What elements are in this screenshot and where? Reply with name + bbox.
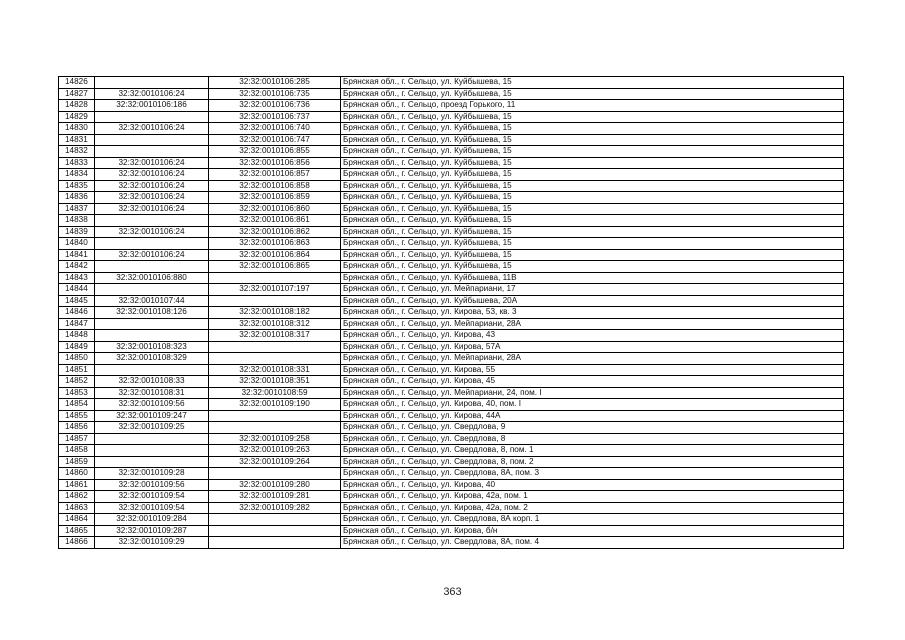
parent-cadastral-cell: 32:32:0010109:247 <box>95 410 209 422</box>
cadastral-number-cell: 32:32:0010109:280 <box>209 479 341 491</box>
table-row <box>59 295 844 307</box>
cadastral-number-cell: 32:32:0010106:856 <box>209 157 341 169</box>
parent-cadastral-cell <box>95 433 209 445</box>
address-cell: Брянская обл., г. Сельцо, ул. Свердлова, 8А, пом. 3 <box>341 468 844 480</box>
table-row <box>59 514 844 526</box>
table-row <box>59 364 844 376</box>
table-row <box>59 284 844 296</box>
table-row <box>59 376 844 388</box>
address-cell: Брянская обл., г. Сельцо, ул. Куйбышева, 15 <box>341 261 844 273</box>
row-number-cell: 14859 <box>59 456 95 468</box>
parent-cadastral-cell: 32:32:0010109:56 <box>95 479 209 491</box>
row-number-cell: 14843 <box>59 272 95 284</box>
table-row <box>59 146 844 158</box>
table-row <box>59 272 844 284</box>
cadastral-number-cell: 32:32:0010106:858 <box>209 180 341 192</box>
cadastral-number-cell: 32:32:0010106:285 <box>209 77 341 89</box>
parent-cadastral-cell: 32:32:0010106:24 <box>95 226 209 238</box>
table-row <box>59 341 844 353</box>
table-row <box>59 77 844 89</box>
parent-cadastral-cell: 32:32:0010109:29 <box>95 537 209 549</box>
table-row <box>59 445 844 457</box>
table-row <box>59 410 844 422</box>
parent-cadastral-cell <box>95 330 209 342</box>
cadastral-number-cell: 32:32:0010108:59 <box>209 387 341 399</box>
address-cell: Брянская обл., г. Сельцо, ул. Куйбышева, 15 <box>341 215 844 227</box>
row-number-cell: 14850 <box>59 353 95 365</box>
table-row <box>59 387 844 399</box>
row-number-cell: 14857 <box>59 433 95 445</box>
page-number: 363 <box>443 586 462 598</box>
table-row <box>59 249 844 261</box>
cadastral-number-cell <box>209 341 341 353</box>
address-cell: Брянская обл., г. Сельцо, ул. Кирова, 45 <box>341 376 844 388</box>
cadastral-number-cell: 32:32:0010106:735 <box>209 88 341 100</box>
address-cell: Брянская обл., г. Сельцо, ул. Кирова, 42а, пом. 1 <box>341 491 844 503</box>
address-cell: Брянская обл., г. Сельцо, ул. Куйбышева, 15 <box>341 238 844 250</box>
address-cell: Брянская обл., г. Сельцо, проезд Горького, 11 <box>341 100 844 112</box>
table-row <box>59 502 844 514</box>
address-cell: Брянская обл., г. Сельцо, ул. Мейпариани, 17 <box>341 284 844 296</box>
row-number-cell: 14841 <box>59 249 95 261</box>
address-cell: Брянская обл., г. Сельцо, ул. Свердлова, 8А корп. 1 <box>341 514 844 526</box>
address-cell: Брянская обл., г. Сельцо, ул. Кирова, 55 <box>341 364 844 376</box>
table-row <box>59 123 844 135</box>
table-row <box>59 100 844 112</box>
address-cell: Брянская обл., г. Сельцо, ул. Кирова, 40, пом. I <box>341 399 844 411</box>
parent-cadastral-cell: 32:32:0010106:24 <box>95 157 209 169</box>
table-row <box>59 111 844 123</box>
table-row <box>59 537 844 549</box>
table-row <box>59 479 844 491</box>
parent-cadastral-cell: 32:32:0010106:24 <box>95 192 209 204</box>
register-table-body <box>59 77 844 549</box>
row-number-cell: 14853 <box>59 387 95 399</box>
parent-cadastral-cell: 32:32:0010106:880 <box>95 272 209 284</box>
parent-cadastral-cell: 32:32:0010109:28 <box>95 468 209 480</box>
address-cell: Брянская обл., г. Сельцо, ул. Куйбышева, 15 <box>341 146 844 158</box>
parent-cadastral-cell <box>95 456 209 468</box>
cadastral-number-cell: 32:32:0010106:865 <box>209 261 341 273</box>
cadastral-number-cell <box>209 525 341 537</box>
parent-cadastral-cell: 32:32:0010108:31 <box>95 387 209 399</box>
parent-cadastral-cell <box>95 77 209 89</box>
table-row <box>59 318 844 330</box>
parent-cadastral-cell: 32:32:0010106:24 <box>95 169 209 181</box>
parent-cadastral-cell: 32:32:0010109:25 <box>95 422 209 434</box>
address-cell: Брянская обл., г. Сельцо, ул. Куйбышева, 15 <box>341 111 844 123</box>
address-cell: Брянская обл., г. Сельцо, ул. Куйбышева, 15 <box>341 249 844 261</box>
cadastral-number-cell: 32:32:0010108:317 <box>209 330 341 342</box>
parent-cadastral-cell <box>95 238 209 250</box>
address-cell: Брянская обл., г. Сельцо, ул. Куйбышева, 15 <box>341 226 844 238</box>
cadastral-number-cell: 32:32:0010108:182 <box>209 307 341 319</box>
address-cell: Брянская обл., г. Сельцо, ул. Свердлова, 8А, пом. 4 <box>341 537 844 549</box>
cadastral-number-cell: 32:32:0010109:264 <box>209 456 341 468</box>
cadastral-number-cell <box>209 295 341 307</box>
parent-cadastral-cell: 32:32:0010108:126 <box>95 307 209 319</box>
address-cell: Брянская обл., г. Сельцо, ул. Кирова, 57А <box>341 341 844 353</box>
parent-cadastral-cell <box>95 284 209 296</box>
cadastral-number-cell: 32:32:0010106:857 <box>209 169 341 181</box>
row-number-cell: 14829 <box>59 111 95 123</box>
cadastral-number-cell: 32:32:0010108:312 <box>209 318 341 330</box>
cadastral-number-cell: 32:32:0010108:331 <box>209 364 341 376</box>
cadastral-number-cell: 32:32:0010109:281 <box>209 491 341 503</box>
table-row <box>59 422 844 434</box>
row-number-cell: 14848 <box>59 330 95 342</box>
row-number-cell: 14833 <box>59 157 95 169</box>
parent-cadastral-cell <box>95 445 209 457</box>
table-row <box>59 353 844 365</box>
row-number-cell: 14851 <box>59 364 95 376</box>
register-table <box>58 76 844 549</box>
table-row <box>59 180 844 192</box>
cadastral-number-cell: 32:32:0010106:864 <box>209 249 341 261</box>
parent-cadastral-cell: 32:32:0010107:44 <box>95 295 209 307</box>
address-cell: Брянская обл., г. Сельцо, ул. Свердлова, 8 <box>341 433 844 445</box>
parent-cadastral-cell <box>95 111 209 123</box>
cadastral-number-cell: 32:32:0010106:863 <box>209 238 341 250</box>
row-number-cell: 14838 <box>59 215 95 227</box>
parent-cadastral-cell: 32:32:0010106:24 <box>95 180 209 192</box>
parent-cadastral-cell <box>95 215 209 227</box>
row-number-cell: 14852 <box>59 376 95 388</box>
address-cell: Брянская обл., г. Сельцо, ул. Куйбышева, 15 <box>341 134 844 146</box>
address-cell: Брянская обл., г. Сельцо, ул. Куйбышева, 15 <box>341 123 844 135</box>
address-cell: Брянская обл., г. Сельцо, ул. Мейпариани, 28А <box>341 353 844 365</box>
row-number-cell: 14849 <box>59 341 95 353</box>
cadastral-number-cell: 32:32:0010109:282 <box>209 502 341 514</box>
row-number-cell: 14840 <box>59 238 95 250</box>
cadastral-number-cell: 32:32:0010106:860 <box>209 203 341 215</box>
row-number-cell: 14835 <box>59 180 95 192</box>
address-cell: Брянская обл., г. Сельцо, ул. Куйбышева, 15 <box>341 203 844 215</box>
table-row <box>59 134 844 146</box>
cadastral-number-cell: 32:32:0010106:740 <box>209 123 341 135</box>
parent-cadastral-cell: 32:32:0010108:323 <box>95 341 209 353</box>
row-number-cell: 14827 <box>59 88 95 100</box>
parent-cadastral-cell: 32:32:0010108:329 <box>95 353 209 365</box>
row-number-cell: 14866 <box>59 537 95 549</box>
table-row <box>59 525 844 537</box>
table-row <box>59 330 844 342</box>
parent-cadastral-cell: 32:32:0010109:54 <box>95 491 209 503</box>
cadastral-number-cell: 32:32:0010106:747 <box>209 134 341 146</box>
parent-cadastral-cell <box>95 318 209 330</box>
address-cell: Брянская обл., г. Сельцо, ул. Свердлова, 9 <box>341 422 844 434</box>
parent-cadastral-cell: 32:32:0010109:287 <box>95 525 209 537</box>
table-row <box>59 491 844 503</box>
cadastral-number-cell <box>209 537 341 549</box>
row-number-cell: 14856 <box>59 422 95 434</box>
address-cell: Брянская обл., г. Сельцо, ул. Кирова, 44А <box>341 410 844 422</box>
row-number-cell: 14832 <box>59 146 95 158</box>
table-row <box>59 307 844 319</box>
address-cell: Брянская обл., г. Сельцо, ул. Куйбышева, 20А <box>341 295 844 307</box>
row-number-cell: 14839 <box>59 226 95 238</box>
cadastral-number-cell: 32:32:0010106:736 <box>209 100 341 112</box>
parent-cadastral-cell: 32:32:0010108:33 <box>95 376 209 388</box>
cadastral-number-cell <box>209 353 341 365</box>
row-number-cell: 14834 <box>59 169 95 181</box>
cadastral-number-cell: 32:32:0010106:737 <box>209 111 341 123</box>
row-number-cell: 14836 <box>59 192 95 204</box>
cadastral-number-cell: 32:32:0010106:862 <box>209 226 341 238</box>
parent-cadastral-cell: 32:32:0010109:284 <box>95 514 209 526</box>
row-number-cell: 14828 <box>59 100 95 112</box>
parent-cadastral-cell <box>95 364 209 376</box>
address-cell: Брянская обл., г. Сельцо, ул. Куйбышева, 15 <box>341 192 844 204</box>
cadastral-number-cell <box>209 272 341 284</box>
row-number-cell: 14865 <box>59 525 95 537</box>
table-row <box>59 468 844 480</box>
parent-cadastral-cell: 32:32:0010109:54 <box>95 502 209 514</box>
row-number-cell: 14846 <box>59 307 95 319</box>
row-number-cell: 14855 <box>59 410 95 422</box>
table-row <box>59 238 844 250</box>
table-row <box>59 157 844 169</box>
cadastral-number-cell: 32:32:0010108:351 <box>209 376 341 388</box>
address-cell: Брянская обл., г. Сельцо, ул. Кирова, 43 <box>341 330 844 342</box>
row-number-cell: 14854 <box>59 399 95 411</box>
table-row <box>59 261 844 273</box>
row-number-cell: 14861 <box>59 479 95 491</box>
address-cell: Брянская обл., г. Сельцо, ул. Куйбышева, 15 <box>341 157 844 169</box>
table-row <box>59 433 844 445</box>
row-number-cell: 14858 <box>59 445 95 457</box>
address-cell: Брянская обл., г. Сельцо, ул. Куйбышева, 15 <box>341 169 844 181</box>
address-cell: Брянская обл., г. Сельцо, ул. Кирова, 53, кв. 3 <box>341 307 844 319</box>
address-cell: Брянская обл., г. Сельцо, ул. Кирова, 42а, пом. 2 <box>341 502 844 514</box>
cadastral-number-cell: 32:32:0010109:258 <box>209 433 341 445</box>
table-row <box>59 226 844 238</box>
row-number-cell: 14847 <box>59 318 95 330</box>
cadastral-number-cell: 32:32:0010106:861 <box>209 215 341 227</box>
row-number-cell: 14844 <box>59 284 95 296</box>
parent-cadastral-cell: 32:32:0010106:24 <box>95 203 209 215</box>
address-cell: Брянская обл., г. Сельцо, ул. Кирова, б/н <box>341 525 844 537</box>
row-number-cell: 14863 <box>59 502 95 514</box>
address-cell: Брянская обл., г. Сельцо, ул. Куйбышева, 11В <box>341 272 844 284</box>
address-cell: Брянская обл., г. Сельцо, ул. Свердлова, 8, пом. 1 <box>341 445 844 457</box>
cadastral-number-cell <box>209 468 341 480</box>
table-row <box>59 192 844 204</box>
cadastral-number-cell: 32:32:0010106:859 <box>209 192 341 204</box>
cadastral-number-cell: 32:32:0010106:855 <box>209 146 341 158</box>
row-number-cell: 14837 <box>59 203 95 215</box>
table-row <box>59 88 844 100</box>
address-cell: Брянская обл., г. Сельцо, ул. Мейпариани, 28А <box>341 318 844 330</box>
parent-cadastral-cell <box>95 134 209 146</box>
parent-cadastral-cell: 32:32:0010106:24 <box>95 123 209 135</box>
row-number-cell: 14826 <box>59 77 95 89</box>
cadastral-number-cell <box>209 514 341 526</box>
cadastral-number-cell: 32:32:0010109:263 <box>209 445 341 457</box>
row-number-cell: 14862 <box>59 491 95 503</box>
table-row <box>59 399 844 411</box>
address-cell: Брянская обл., г. Сельцо, ул. Куйбышева, 15 <box>341 180 844 192</box>
parent-cadastral-cell: 32:32:0010106:186 <box>95 100 209 112</box>
cadastral-number-cell: 32:32:0010109:190 <box>209 399 341 411</box>
parent-cadastral-cell <box>95 146 209 158</box>
address-cell: Брянская обл., г. Сельцо, ул. Куйбышева, 15 <box>341 77 844 89</box>
table-row <box>59 169 844 181</box>
parent-cadastral-cell <box>95 261 209 273</box>
table-row <box>59 215 844 227</box>
address-cell: Брянская обл., г. Сельцо, ул. Кирова, 40 <box>341 479 844 491</box>
table-row <box>59 203 844 215</box>
address-cell: Брянская обл., г. Сельцо, ул. Свердлова, 8, пом. 2 <box>341 456 844 468</box>
parent-cadastral-cell: 32:32:0010106:24 <box>95 249 209 261</box>
table-row <box>59 456 844 468</box>
row-number-cell: 14831 <box>59 134 95 146</box>
row-number-cell: 14845 <box>59 295 95 307</box>
row-number-cell: 14860 <box>59 468 95 480</box>
row-number-cell: 14830 <box>59 123 95 135</box>
cadastral-number-cell <box>209 422 341 434</box>
parent-cadastral-cell: 32:32:0010109:56 <box>95 399 209 411</box>
row-number-cell: 14842 <box>59 261 95 273</box>
cadastral-number-cell: 32:32:0010107:197 <box>209 284 341 296</box>
address-cell: Брянская обл., г. Сельцо, ул. Куйбышева, 15 <box>341 88 844 100</box>
cadastral-number-cell <box>209 410 341 422</box>
row-number-cell: 14864 <box>59 514 95 526</box>
address-cell: Брянская обл., г. Сельцо, ул. Мейпариани, 24, пом. I <box>341 387 844 399</box>
parent-cadastral-cell: 32:32:0010106:24 <box>95 88 209 100</box>
